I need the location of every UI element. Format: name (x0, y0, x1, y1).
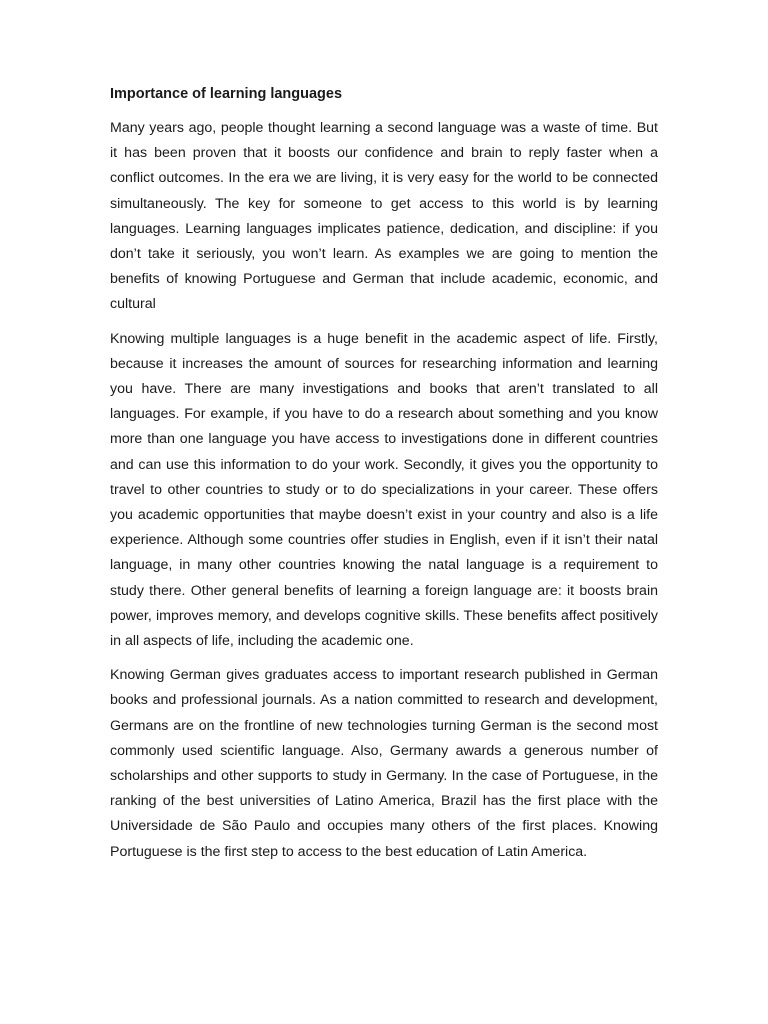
document-body (110, 84, 658, 874)
paragraph-introduction: Many years ago, people thought learning a second language was a waste of time. But it has been proven that it boosts our confidence and brain to reply faster when a conflict outcomes. In the era we are living, it is very easy for the world to be connected simultaneously. The key for someone to get access to this world is by learning languages. Learning languages implicates patience, dedication, and discipline: if you don’t take it seriously, you won’t learn. As examples we are going to mention the benefits of knowing Portuguese and German that include academic, economic, and cultural (110, 120, 658, 313)
paragraph-academic-benefits: Knowing multiple languages is a huge benefit in the academic aspect of life. Firstly, because it increases the amount of sources for researching information and learning you have. There are many investigations and books that aren’t translated to all languages. For example, if you have to do a research about something and you know more than one language you have access to investigations done in different countries and can use this information to do your work. Secondly, it gives you the opportunity to travel to other countries to study or to do specializations in your career. These offers you academic opportunities that maybe doesn’t exist in your country and also is a life experience. Although some countries offer studies in English, even if it isn’t their natal language, in many other countries knowing the natal language is a requirement to study there. Other general benefits of learning a foreign language are: it boosts brain power, improves memory, and develops cognitive skills. These benefits affect positively in all aspects of life, including the academic one. (110, 330, 658, 650)
paragraph-german-portuguese: Knowing German gives graduates access to important research published in German books and professional journals. As a nation committed to research and development, Germans are on the frontline of new technologies turning German is the second most commonly used scientific language. Also, Germany awards a generous number of scholarships and other supports to study in Germany. In the case of Portuguese, in the ranking of the best universities of Latino America, Brazil has the first place with the Universidade de São Paulo and occupies many others of the first places. Knowing Portuguese is the first step to access to the best education of Latin America. (110, 667, 658, 860)
document-title: Importance of learning languages (110, 86, 343, 102)
